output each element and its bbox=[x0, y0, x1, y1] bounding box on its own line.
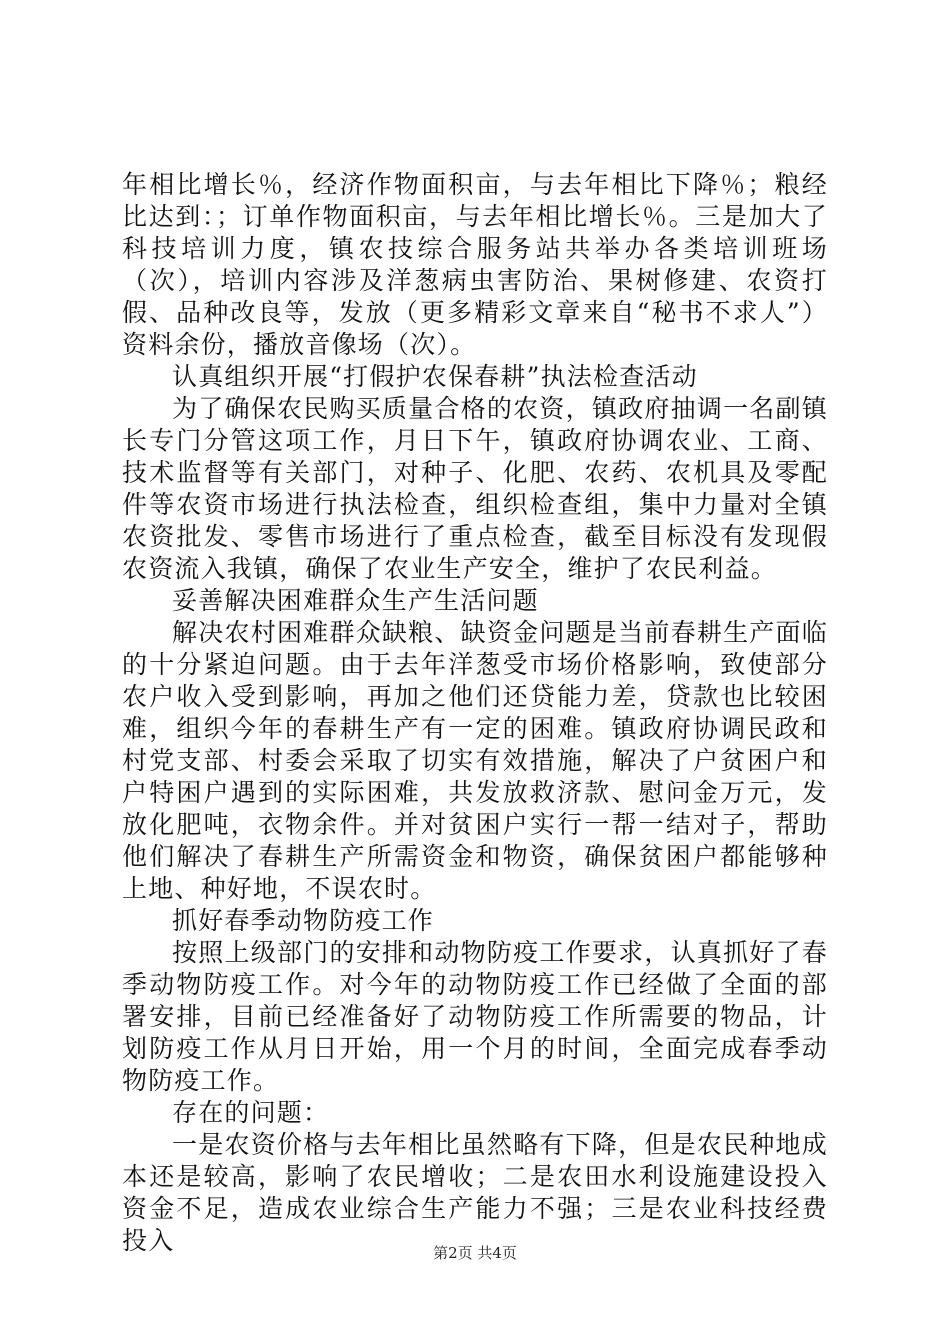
body-paragraph: 按照上级部门的安排和动物防疫工作要求，认真抓好了春季动物防疫工作。对今年的动物防疫工作已经做了全面的部署安排，目前已经准备好了动物防疫工作所需要的物品，计划防疫工作从月日开始，用一个月的时间，全面完成春季动物防疫工作。 bbox=[122, 938, 828, 1095]
section-heading-anti-counterfeit: 认真组织开展“打假护农保春耕”执法检查活动 bbox=[172, 362, 698, 391]
body-paragraph: 一是农资价格与去年相比虽然略有下降，但是农民种地成本还是较高，影响了农民增收；二是农田水利设施建设投入资金不足，造成农业综合生产能力不强；三是农业科技经费投入 bbox=[122, 1130, 828, 1255]
page-footer bbox=[0, 1243, 950, 1263]
body-paragraph: 为了确保农民购买质量合格的农资，镇政府抽调一名副镇长专门分管这项工作，月日下午，镇政府协调农业、工商、技术监督等有关部门，对种子、化肥、农药、农机具及零配件等农资市场进行执法检查，组织检查组，集中力量对全镇农资批发、零售市场进行了重点检查，截至目标没有发现假农资流入我镇，确保了农业生产安全，维护了农民利益。 bbox=[122, 394, 828, 583]
section-heading-difficult-groups: 妥善解决困难群众生产生活问题 bbox=[172, 586, 539, 615]
document-body bbox=[122, 169, 828, 1257]
page-number-label: 第2页 共4页 bbox=[433, 1244, 517, 1262]
body-paragraph: 年相比增长％，经济作物面积亩，与去年相比下降％；粮经比达到：；订单作物面积亩，与去年相比增长％。三是加大了科技培训力度，镇农技综合服务站共举办各类培训班场（次），培训内容涉及洋葱病虫害防治、果树修建、农资打假、品种改良等，发放（更多精彩文章来自“秘书不求人”）资料余份，播放音像场（次）。 bbox=[122, 170, 828, 359]
section-heading-animal-epidemic: 抓好春季动物防疫工作 bbox=[172, 906, 435, 935]
section-heading-problems: 存在的问题： bbox=[172, 1098, 330, 1127]
body-paragraph: 解决农村困难群众缺粮、缺资金问题是当前春耕生产面临的十分紧迫问题。由于去年洋葱受市场价格影响，致使部分农户收入受到影响，再加之他们还贷能力差，贷款也比较困难，组织今年的春耕生产有一定的困难。镇政府协调民政和村党支部、村委会采取了切实有效措施，解决了户贫困户和户特困户遇到的实际困难，共发放救济款、慰问金万元，发放化肥吨，衣物余件。并对贫困户实行一帮一结对子，帮助他们解决了春耕生产所需资金和物资，确保贫困户都能够种上地、种好地，不误农时。 bbox=[122, 618, 828, 903]
